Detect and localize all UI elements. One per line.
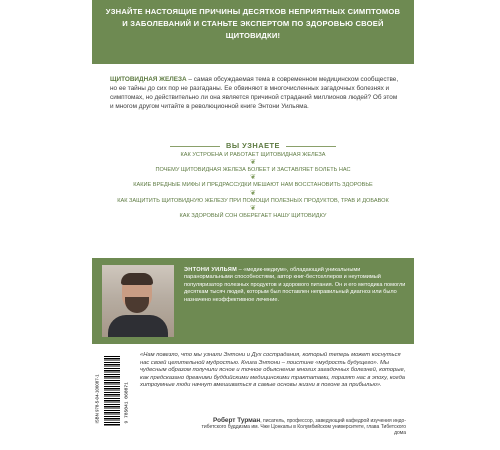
quote-attribution: [192, 418, 406, 437]
list-item: КАК ЗАЩИТИТЬ ЩИТОВИДНУЮ ЖЕЛЕЗУ ПРИ ПОМОЩИ ПОЛЕЗНЫХ ПРОДУКТОВ, ТРАВ И ДОБАВОК: [117, 197, 389, 204]
photo-shirt: [108, 315, 168, 337]
quote-author: Роберт Турман: [212, 417, 261, 424]
heading-rule-left: [170, 146, 220, 147]
author-name: ЭНТОНИ УИЛЬЯМ: [184, 267, 238, 273]
isbn-text: ISBN 978-5-04-106087-1: [94, 374, 100, 424]
author-bio: [184, 267, 406, 304]
learn-heading: [92, 141, 414, 150]
leaf-icon: ❦: [250, 174, 256, 182]
top-banner: [92, 0, 414, 64]
author-band: [92, 258, 414, 344]
book-back-cover: [92, 0, 414, 450]
barcode: [104, 356, 120, 426]
learn-heading-text: ВЫ УЗНАЕТЕ: [226, 141, 280, 150]
endorsement-quote: «Нам повезло, что мы узнали Энтони и Дух сострадания, который теперь может коснуться нас своей целительной мудростью. Книга Энтони – поистине «мудрость будущего». Мы чудесным образом получили ясное и точное объяснение многих загадочных болезней, которые, как предсказано древними буддийскими медицинскими трактатами, поразят нас в эпоху, когда хитроумные люди начнут вмешиваться в самые основы жизни в погоне за прибылью».: [140, 352, 406, 389]
photo-hair: [121, 273, 153, 285]
barcode-digits: [122, 356, 130, 426]
list-item: КАК ЗДОРОВЫЙ СОН ОБЕРЕГАЕТ НАШУ ЩИТОВИДКУ: [179, 212, 327, 219]
isbn-label: [94, 356, 100, 426]
barcode-bars: [104, 356, 120, 426]
quote-author-desc: , писатель, профессор, заведующий кафедрой изучения индо-тибетского буддизма им. Чже Цонкапы в Колумбийском университете, глава Тибетского дома: [201, 418, 406, 437]
barcode-digits-text: 9 785041 060871: [124, 382, 130, 424]
intro-lead: ЩИТОВИДНАЯ ЖЕЛЕЗА: [110, 76, 187, 83]
author-bio-text: – «медик-медиум», обладающий уникальными паранормальными способностями, автор книг-бестселлеров и неутомимый популяризатор полезных продуктов и здорового питания. Он и его методика помогли десяткам тысяч людей, которым был поставлен неправильный диагноз или было назначено неэффективное лечение.: [184, 267, 406, 303]
intro-paragraph: [110, 75, 402, 111]
list-item: ПОЧЕМУ ЩИТОВИДНАЯ ЖЕЛЕЗА БОЛЕЕТ И ЗАСТАВЛЯЕТ БОЛЕТЬ НАС: [155, 167, 351, 174]
leaf-icon: ❦: [250, 159, 256, 167]
photo-beard: [125, 297, 149, 313]
list-item: КАКИЕ ВРЕДНЫЕ МИФЫ И ПРЕДРАССУДКИ МЕШАЮТ НАМ ВОССТАНОВИТЬ ЗДОРОВЬЕ: [133, 182, 373, 189]
intro-text: – самая обсуждаемая тема в современном медицинском сообществе, но ее тайны до сих пор не разгаданы. Ее обвиняют в многочисленных загадочных болезнях и симптомах, но действительно ли она является причиной страданий миллионов людей? Об этом и многом другом читайте в революционной книге Энтони Уильяма.: [110, 76, 399, 110]
leaf-icon: ❦: [250, 189, 256, 197]
leaf-icon: ❦: [250, 204, 256, 212]
heading-rule-right: [286, 146, 336, 147]
top-banner-text: УЗНАЙТЕ НАСТОЯЩИЕ ПРИЧИНЫ ДЕСЯТКОВ НЕПРИЯТНЫХ СИМПТОМОВ И ЗАБОЛЕВАНИЙ И СТАНЬТЕ ЭКСПЕРТОМ ПО ЗДОРОВЬЮ СВОЕЙ ЩИТОВИДКИ!: [105, 7, 401, 40]
list-item: КАК УСТРОЕНА И РАБОТАЕТ ЩИТОВИДНАЯ ЖЕЛЕЗА: [180, 152, 326, 158]
learn-list: [110, 152, 396, 220]
author-photo: [102, 265, 174, 337]
